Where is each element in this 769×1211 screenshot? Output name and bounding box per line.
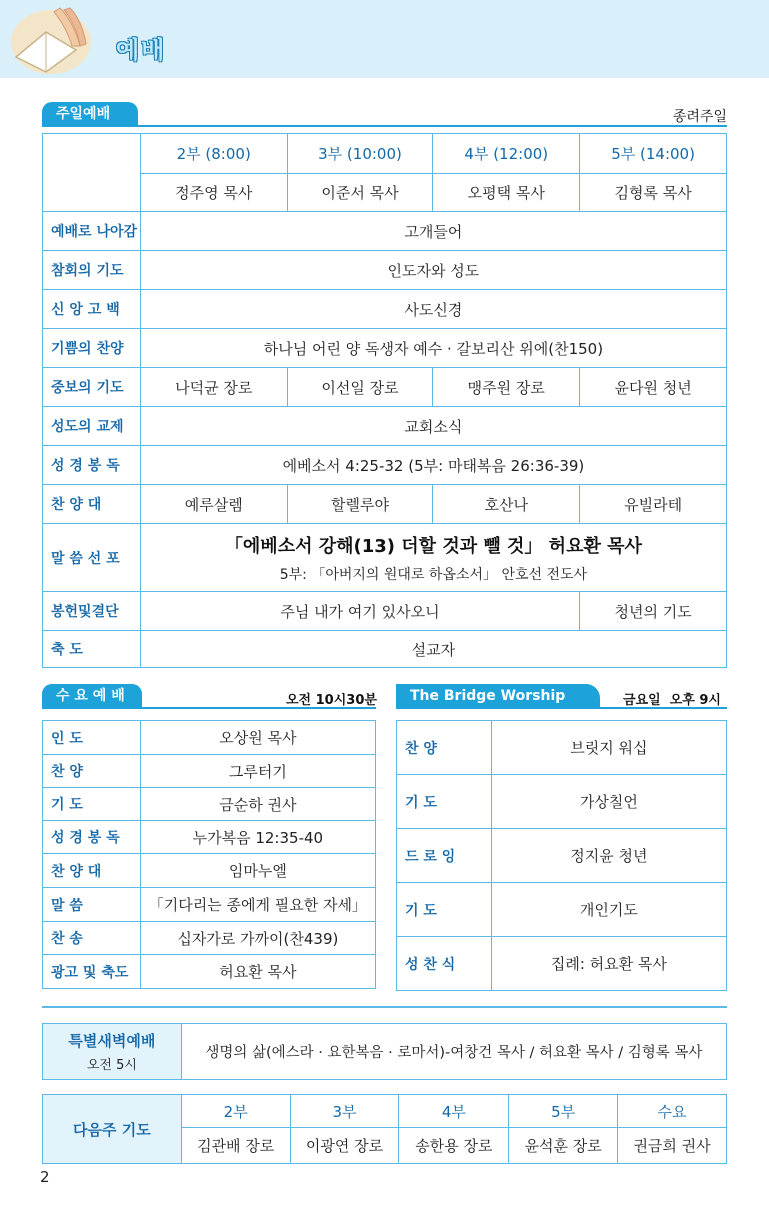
row-label: 찬 양 대 (43, 485, 141, 524)
row-label: 말 씀 선 포 (43, 524, 141, 592)
next-prayer-4: 송한용 장로 (399, 1128, 509, 1164)
row-label: 인 도 (43, 721, 141, 755)
bridge-worship-tab: The Bridge Worship (396, 684, 600, 708)
next-prayer-wed: 권금희 권사 (618, 1128, 727, 1164)
wednesday-note: 오전 10시30분 (286, 693, 377, 708)
bridge-note: 금요일 오후 9시 (623, 693, 721, 708)
sermon-cell (140, 524, 726, 592)
row-label: 신 앙 고 백 (43, 290, 141, 329)
next-prayer-2: 김관배 장로 (181, 1128, 290, 1164)
row-value: 사도신경 (140, 290, 726, 329)
service-pastor-5: 김형록 목사 (580, 174, 727, 212)
row-value: 에베소서 4:25-32 (5부: 마태복음 26:36-39) (140, 446, 726, 485)
page-title: 예배 (116, 36, 167, 64)
row-value: 브릿지 워십 (491, 721, 726, 775)
service-pastor-2: 정주영 목사 (140, 174, 287, 212)
next-prayer-table (42, 1094, 727, 1164)
wednesday-worship-table (42, 720, 376, 989)
row-value: 인도자와 성도 (140, 251, 726, 290)
row-label: 말 씀 (43, 888, 141, 922)
prayer-3: 이선일 장로 (287, 368, 433, 407)
row-label: 찬 양 (43, 755, 141, 788)
row-label: 축 도 (43, 631, 141, 668)
row-label: 예배로 나아감 (43, 212, 141, 251)
row-label: 드 로 잉 (397, 829, 492, 883)
next-header-5: 5부 (509, 1095, 618, 1128)
sunday-worship-tab: 주일예배 (42, 102, 138, 126)
row-value: 누가복음 12:35-40 (140, 821, 375, 854)
row-label: 찬 양 대 (43, 854, 141, 888)
empty-corner-cell (43, 134, 141, 212)
row-value: 금순하 권사 (140, 788, 375, 821)
sunday-note: 종려주일 (672, 109, 727, 125)
praying-hands-bible-icon (6, 2, 96, 76)
dawn-label-cell (43, 1024, 182, 1080)
row-label: 중보의 기도 (43, 368, 141, 407)
service-time-5: 5부 (14:00) (580, 134, 727, 174)
prayer-5: 윤다원 청년 (580, 368, 727, 407)
sermon-title: 「에베소서 강해(13) 더할 것과 뺄 것」 허요환 목사 (224, 535, 642, 557)
row-value: 십자가로 가까이(찬439) (140, 922, 375, 955)
bridge-worship-table (396, 720, 727, 991)
row-value: 교회소식 (140, 407, 726, 446)
row-value: 「기다리는 종에게 필요한 자세」 (140, 888, 375, 922)
prayer-2: 나덕균 장로 (140, 368, 287, 407)
row-label: 참회의 기도 (43, 251, 141, 290)
service-time-3: 3부 (10:00) (287, 134, 433, 174)
sunday-worship-table (42, 133, 727, 668)
row-value: 정지윤 청년 (491, 829, 726, 883)
next-header-3: 3부 (290, 1095, 399, 1128)
row-label: 찬 양 (397, 721, 492, 775)
row-label: 찬 송 (43, 922, 141, 955)
next-prayer-label: 다음주 기도 (43, 1095, 182, 1164)
row-value: 가상칠언 (491, 775, 726, 829)
choir-3: 할렐루야 (287, 485, 433, 524)
page-number: 2 (40, 1168, 50, 1186)
next-header-wed: 수요 (618, 1095, 727, 1128)
header-bar (0, 0, 769, 78)
next-prayer-5: 윤석훈 장로 (509, 1128, 618, 1164)
row-label: 성 경 봉 독 (43, 821, 141, 854)
service-time-4: 4부 (12:00) (433, 134, 580, 174)
row-label: 성 경 봉 독 (43, 446, 141, 485)
service-time-2: 2부 (8:00) (140, 134, 287, 174)
row-label: 기 도 (397, 883, 492, 937)
row-value: 허요환 목사 (140, 955, 375, 989)
offering-song: 주님 내가 여기 있사오니 (140, 592, 579, 631)
row-label: 광고 및 축도 (43, 955, 141, 989)
sermon-subtitle: 5부: 「아버지의 원대로 하옵소서」 안호선 전도사 (279, 566, 588, 583)
row-value: 그루터기 (140, 755, 375, 788)
row-label: 기 도 (397, 775, 492, 829)
row-value: 집례: 허요환 목사 (491, 937, 726, 991)
row-value: 고개들어 (140, 212, 726, 251)
row-value: 하나님 어린 양 독생자 예수 · 갈보리산 위에(찬150) (140, 329, 726, 368)
service-pastor-3: 이준서 목사 (287, 174, 433, 212)
dawn-worship-table (42, 1023, 727, 1080)
sunday-tab-line (42, 125, 727, 127)
row-value: 설교자 (140, 631, 726, 668)
row-label: 기쁨의 찬양 (43, 329, 141, 368)
dawn-time: 오전 5시 (86, 1058, 137, 1073)
wednesday-worship-tab: 수 요 예 배 (42, 684, 142, 708)
choir-5: 유빌라테 (580, 485, 727, 524)
next-header-2: 2부 (181, 1095, 290, 1128)
offering-youth: 청년의 기도 (580, 592, 727, 631)
section-divider (42, 1006, 727, 1008)
dawn-value: 생명의 삶(에스라 · 요한복음 · 로마서)-여창건 목사 / 허요환 목사 / 김형록 목사 (181, 1024, 726, 1080)
next-prayer-3: 이광연 장로 (290, 1128, 399, 1164)
next-header-4: 4부 (399, 1095, 509, 1128)
prayer-4: 맹주원 장로 (433, 368, 580, 407)
service-pastor-4: 오평택 목사 (433, 174, 580, 212)
dawn-label: 특별새벽예배 (68, 1032, 156, 1050)
row-label: 성 찬 식 (397, 937, 492, 991)
row-label: 기 도 (43, 788, 141, 821)
row-value: 개인기도 (491, 883, 726, 937)
row-label: 봉헌및결단 (43, 592, 141, 631)
row-label: 성도의 교제 (43, 407, 141, 446)
row-value: 임마누엘 (140, 854, 375, 888)
choir-4: 호산나 (433, 485, 580, 524)
row-value: 오상원 목사 (140, 721, 375, 755)
choir-2: 예루살렘 (140, 485, 287, 524)
